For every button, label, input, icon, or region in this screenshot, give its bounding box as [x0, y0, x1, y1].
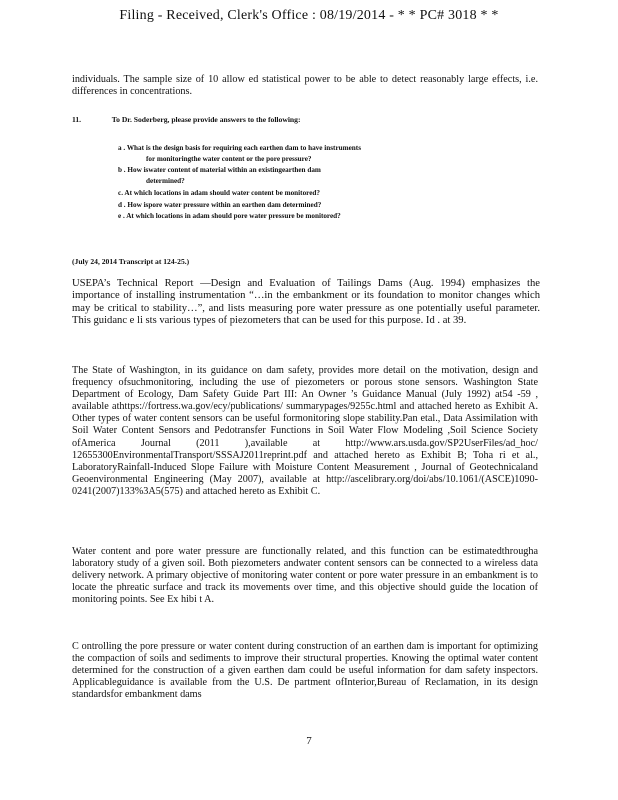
item-text: is the design basis for requiring each earthen dam to have instruments [145, 144, 361, 152]
list-item [118, 165, 518, 186]
question-heading [72, 115, 542, 124]
item-letter: e . [118, 212, 125, 221]
item-text: At which locations in adam should water content be monitored? [124, 188, 321, 197]
filing-header: Filing - Received, Clerk's Office : 08/19/2014 - * * PC# 3018 * * [119, 8, 499, 23]
question-number: 11. [72, 115, 82, 124]
list-item [118, 188, 518, 199]
page-number: 7 [306, 735, 312, 747]
paragraph-water-content: Water content and pore water pressure are functionally related, and this function can be estimatedthrougha laboratory study of a given soil. Both piezometers andwater content sensors can be connected to a wireless data delivery network. A primary objective of monitoring water content or pore water pressure in an embankment is to locate the phreatic surface and track its movements over time, and this objective should guide the location of monitoring points. See Ex hibi t A. [72, 546, 538, 606]
transcript-reference: (July 24, 2014 Transcript at 124-25.) [72, 257, 190, 266]
item-letter: b . How [118, 166, 142, 175]
question-text: To Dr. Soderberg, please provide answers to the following: [111, 115, 301, 124]
item-text: iswater content of material within an existingearthen dam [143, 166, 321, 175]
item-continuation: for monitoringthe water content or the pore pressure? [146, 154, 312, 163]
list-item [118, 211, 518, 222]
paragraph-individuals: individuals. The sample size of 10 allow ed statistical power to be able to detect reasonably large effects, i.e. differences in concentrations. [72, 74, 538, 98]
question-list [118, 143, 518, 223]
item-text: ispore water pressure within an earthen dam determined? [143, 200, 322, 209]
item-continuation: determined? [146, 176, 185, 185]
paragraph-controlling: C ontrolling the pore pressure or water content during construction of an earthen dam is important for optimizing the compaction of soils and sediments to improve their structural properties. Knowing the optimal water content determined for the construction of a given earthen dam could be useful information for dam safety inspectors. Applicableguidance is available from the U.S. De partment ofInterior,Bureau of Reclamation, in its design standardsfor embankment dams [72, 641, 538, 701]
item-letter: d . How [118, 200, 142, 209]
list-item [118, 200, 518, 211]
item-letter: c. [118, 188, 123, 197]
paragraph-washington: The State of Washington, in its guidance on dam safety, provides more detail on the motivation, design and frequency ofsuchmonitoring, including the use of piezometers or porous stone sensors. Washington State Department of Ecology, Dam Safety Guide Part III: An Owner ’s Guidance Manual (July 1992) at54 -59 , available athttps://fortress.wa.gov/ecy/publications/ summarypages/9255c.html and attached hereto as Exhibit A. Other types of water content sensors can be useful formonitoring slope stability.Pan etal., Data Assimilation with Soil Water Content Sensors and Pedotransfer Functions in Soil Water Flow Modeling ,Soil Science Society ofAmerica Journal (2011 ),available at http://www.ars.usda.gov/SP2UserFiles/ad_hoc/ 12655300EnvironmentalTransport/SSSAJ2011reprint.pdf and attached hereto as Exhibit B; Toha ri et al., LaboratoryRainfall-Induced Slope Failure with Moisture Content Measurement , Journal of Geotechnicaland Geoenvironmental Engineering (May 2007), available at http://ascelibrary.org/doi/abs/10.1061/(ASCE)1090-0241(2007)133%3A5(575) and attached hereto as Exhibit C. [72, 365, 538, 497]
list-item [118, 143, 518, 164]
paragraph-usepa: USEPA’s Technical Report —Design and Evaluation of Tailings Dams (Aug. 1994) emphasizes the importance of installing instrumentation “…in the embankment or its foundation to monitor changes which may be critical to stability…”, and lists measuring pore water pressure as one potentially useful parameter. This guidanc e li sts various types of piezometers that can be used for this purpose. Id . at 39. [72, 278, 540, 327]
item-text: At which locations in adam should pore water pressure be monitored? [126, 212, 341, 221]
item-letter: a . What [118, 144, 145, 152]
